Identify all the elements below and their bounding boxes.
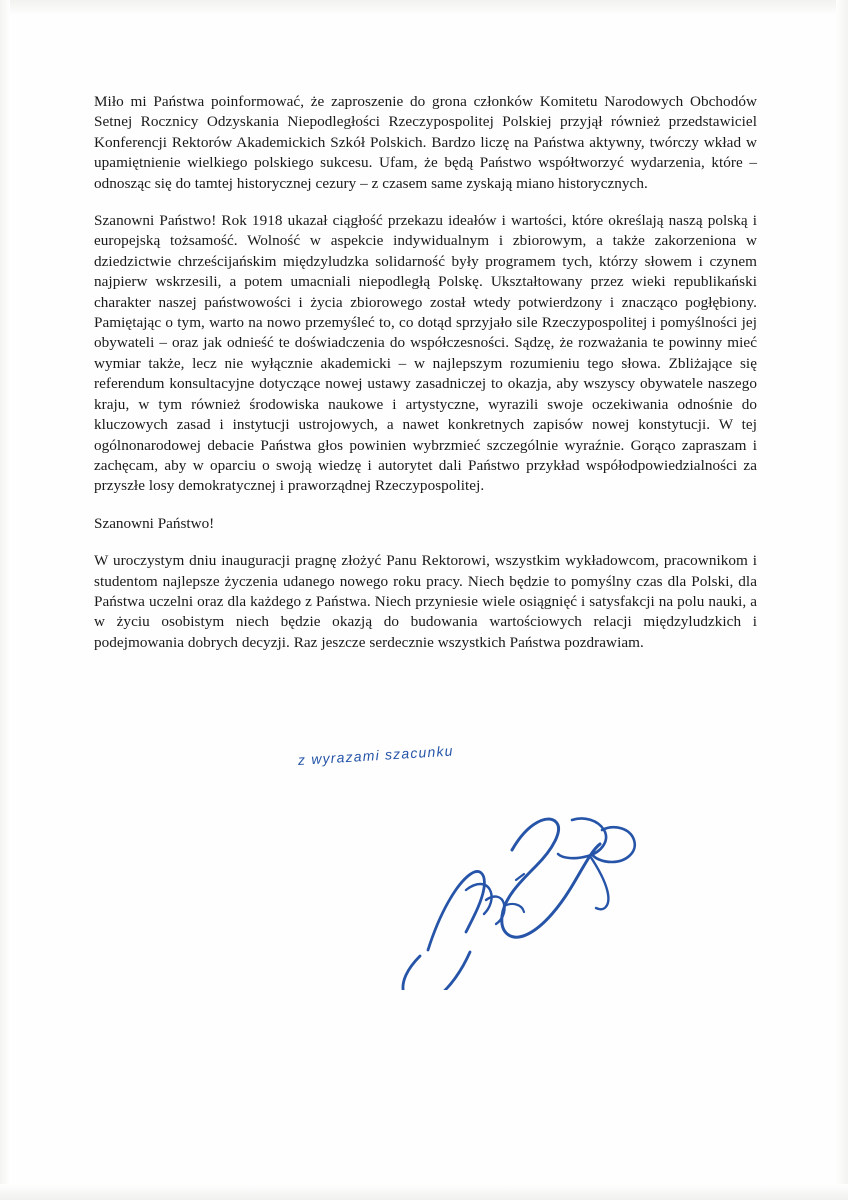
paragraph-1: Miło mi Państwa poinformować, że zaproszenie do grona członków Komitetu Narodowych Obchodów Setnej Rocznicy Odzyskania Niepodległości Rzeczypospolitej Polskiej przyjął również przedstawiciel Konferencji Rektorów Akademickich Szkół Polskich. Bardzo liczę na Państwa aktywny, twórczy wkład w upamiętnienie wielkiego polskiego sukcesu. Ufam, że będą Państwo współtworzyć wydarzenia, które – odnosząc się do tamtej historycznej cezury – z czasem same zyskają miano historycznych.: [94, 93, 757, 192]
closing-paragraph: W uroczystym dniu inauguracji pragnę złożyć Panu Rektorowi, wszystkim wykładowcom, pracownikom i studentom najlepsze życzenia udanego nowego roku pracy. Niech będzie to pomyślny czas dla Polski, dla Państwa uczelni oraz dla każdego z Państwa. Niech przyniesie wiele osiągnięć i satysfakcji na polu nauki, a w życiu osobistym niech będzie okazją do budowania wartościowych relacji międzyludzkich i podejmowania dobrych decyzji. Raz jeszcze serdecznie wszystkich Państwa pozdrawiam.: [94, 552, 757, 651]
signature-block: [280, 740, 720, 990]
scan-edge-top: [0, 0, 848, 14]
scan-edge-left: [0, 0, 10, 1200]
salutation: Szanowni Państwo!: [94, 514, 215, 532]
paragraph-2: Szanowni Państwo! Rok 1918 ukazał ciągłość przekazu ideałów i wartości, które określają naszą polską i europejską tożsamość. Wolność w aspekcie indywidualnym i zbiorowym, a także zakorzeniona w dziedzictwie chrześcijańskim międzyludzka solidarność były programem tych, którzy słowem i czynem najpierw wskrzesili, a potem umacniali niepodległą Polskę. Ukształtowany przez wieki republikański charakter naszej państwowości i życia zbiorowego został wtedy potwierdzony i znacząco pogłębiony. Pamiętając o tym, warto na nowo przemyśleć to, co dotąd sprzyjało sile Rzeczypospolitej i pomyślności jej obywateli – oraz jak odnieść te doświadczenia do współczesności. Sądzę, że rozważania te powinny mieć wymiar także, lecz nie wyłącznie akademicki – w najlepszym rozumieniu tego słowa. Zbliżające się referendum konsultacyjne dotyczące nowej ustawy zasadniczej to okazja, aby wszyscy obywatele naszego kraju, w tym również środowiska naukowe i artystyczne, wyrazili swoje oczekiwania odnośnie do kluczowych zasad i instytucji ustrojowych, a nawet konkretnych zapisów nowej konstytucji. W tej ogólnonarodowej debacie Państwa głos powinien wybrzmieć szczególnie wyraźnie. Gorąco zapraszam i zachęcam, aby w oparciu o swoją wiedzę i autorytet dali Państwo przykład współodpowiedzialności za przyszłe losy demokratycznej i praworządnej Rzeczypospolitej.: [94, 212, 757, 495]
letter-body: [94, 92, 757, 653]
scan-edge-right: [836, 0, 848, 1200]
scan-edge-bottom: [0, 1184, 848, 1200]
handwritten-signature: [280, 770, 720, 990]
signature-closing-text: z wyrazami szacunku: [297, 742, 455, 768]
